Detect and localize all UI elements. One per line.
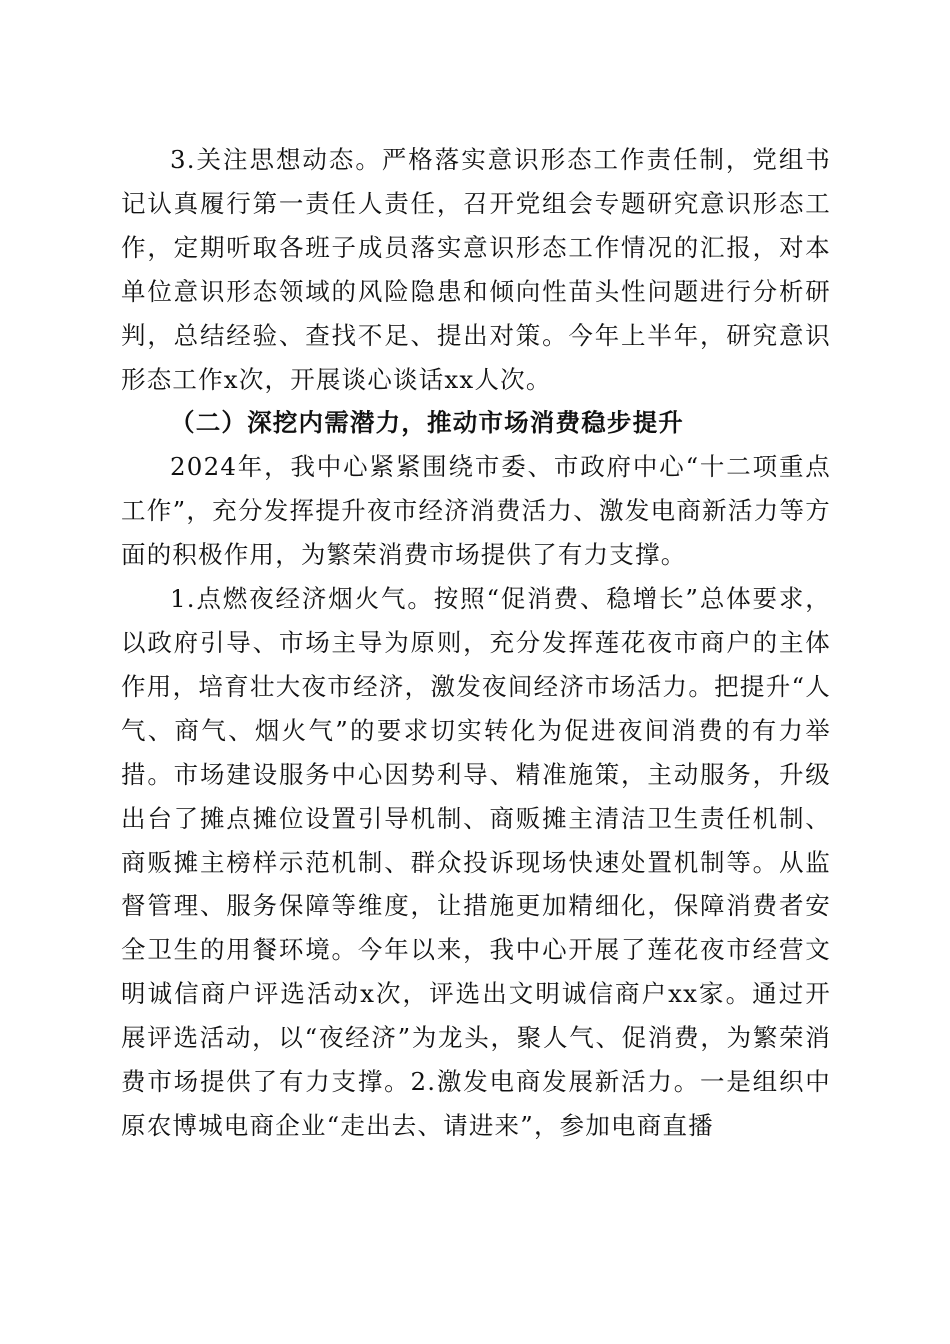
section-heading-consumption: （二）深挖内需潜力，推动市场消费稳步提升 bbox=[170, 408, 684, 438]
paragraph-night-economy: 1.点燃夜经济烟火气。按照“促消费、稳增长”总体要求，以政府引导、市场主导为原则，充分发挥莲花夜市商户的主体作用，培育壮大夜市经济，激发夜间经济市场活力。把提升“人气、商气、烟火气”的要求切实转化为促进夜间消费的有力举措。市场建设服务中心因势利导、精准施策，主动服务，升级出台了摊点摊位设置引导机制、商贩摊主清洁卫生责任机制、商贩摊主榜样示范机制、群众投诉现场快速处置机制等。从监督管理、服务保障等维度，让措施更加精细化，保障消费者安全卫生的用餐环境。今年以来，我中心开展了莲花夜市经营文明诚信商户评选活动x次，评选出文明诚信商户xx家。通过开展评选活动，以“夜经济”为龙头，聚人气、促消费，为繁荣消费市场提供了有力支撑。2.激发电商发展新活力。一是组织中原农博城电商企业“走出去、请进来”，参加电商直播 bbox=[121, 584, 831, 1140]
paragraph-ideology: 3.关注思想动态。严格落实意识形态工作责任制，党组书记认真履行第一责任人责任，召开党组会专题研究意识形态工作，定期听取各班子成员落实意识形态工作情况的汇报，对本单位意识形态领域的风险隐患和倾向性苗头性问题进行分析研判，总结经验、查找不足、提出对策。今年上半年，研究意识形态工作x次，开展谈心谈话xx人次。 bbox=[121, 145, 831, 394]
document-body bbox=[121, 138, 831, 1148]
paragraph-overview-2024: 2024年，我中心紧紧围绕市委、市政府中心“十二项重点工作”，充分发挥提升夜市经济消费活力、激发电商新活力等方面的积极作用，为繁荣消费市场提供了有力支撑。 bbox=[121, 452, 831, 570]
